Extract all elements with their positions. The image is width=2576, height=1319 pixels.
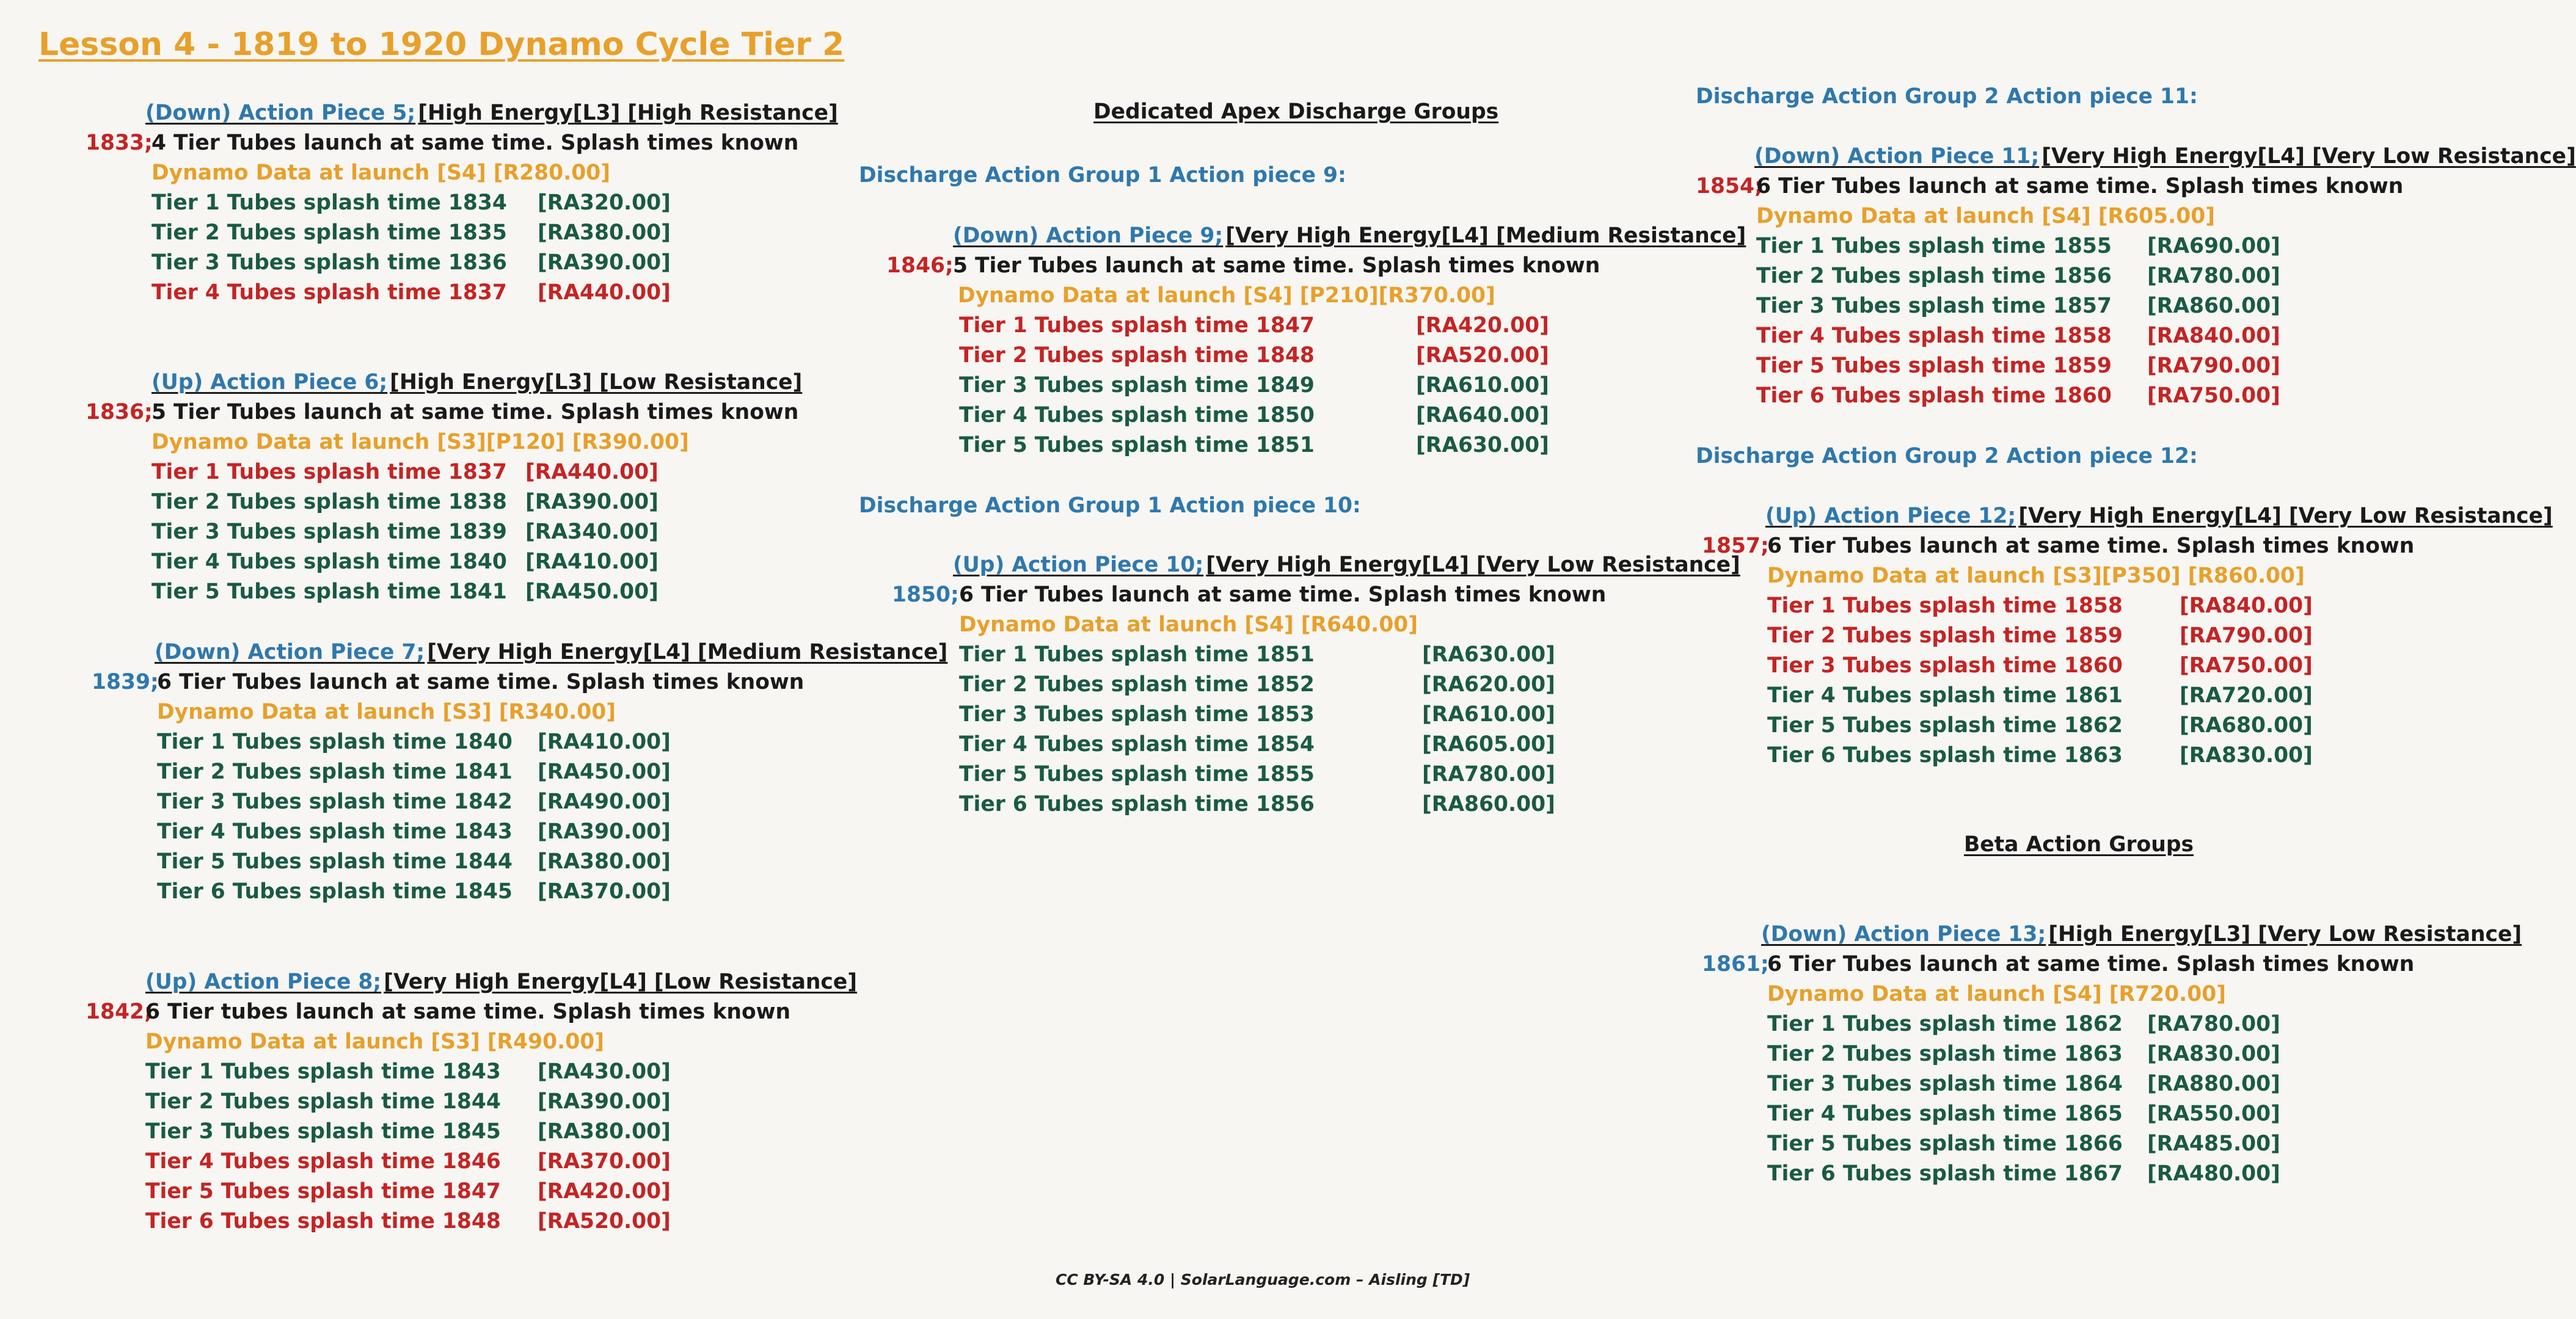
tier-label: Tier 1 Tubes splash time 1834 bbox=[151, 191, 507, 215]
launch-text: 6 Tier tubes launch at same time. Splash times known bbox=[145, 1000, 791, 1024]
piece-heading: (Down) Action Piece 9; bbox=[953, 223, 1224, 248]
piece-header bbox=[953, 225, 1746, 247]
tier-value: [RA610.00] bbox=[1422, 702, 1555, 727]
tier-label: Tier 1 Tubes splash time 1855 bbox=[1756, 234, 2112, 258]
tier-value: [RA490.00] bbox=[538, 790, 671, 814]
tier-value: [RA410.00] bbox=[525, 550, 659, 574]
tier-label: Tier 6 Tubes splash time 1848 bbox=[145, 1209, 501, 1234]
tier-value: [RA340.00] bbox=[525, 520, 659, 544]
tier-label: Tier 2 Tubes splash time 1863 bbox=[1767, 1042, 2123, 1066]
tier-label: Tier 5 Tubes splash time 1859 bbox=[1756, 354, 2112, 378]
piece-energy: [High Energy[L3] [High Resistance] bbox=[418, 101, 838, 125]
dynamo-data: Dynamo Data at launch [S3][P120] [R390.00] bbox=[151, 430, 689, 454]
piece-heading: (Up) Action Piece 12; bbox=[1765, 504, 2016, 528]
tier-value: [RA630.00] bbox=[1416, 433, 1549, 457]
tier-value: [RA720.00] bbox=[2180, 683, 2313, 708]
tier-label: Tier 4 Tubes splash time 1846 bbox=[145, 1149, 501, 1174]
tier-value: [RA790.00] bbox=[2180, 623, 2313, 648]
tier-value: [RA410.00] bbox=[538, 730, 671, 754]
tier-value: [RA550.00] bbox=[2147, 1102, 2280, 1126]
tier-label: Tier 4 Tubes splash time 1840 bbox=[151, 550, 507, 574]
tier-value: [RA630.00] bbox=[1422, 642, 1555, 667]
launch-text: 5 Tier Tubes launch at same time. Splash times known bbox=[151, 400, 799, 424]
tier-label: Tier 1 Tubes splash time 1862 bbox=[1767, 1012, 2123, 1036]
tier-label: Tier 1 Tubes splash time 1840 bbox=[157, 730, 513, 754]
tier-label: Tier 2 Tubes splash time 1844 bbox=[145, 1089, 501, 1114]
tier-label: Tier 3 Tubes splash time 1853 bbox=[959, 702, 1315, 727]
piece-header bbox=[1761, 924, 2522, 945]
piece-header bbox=[151, 372, 802, 393]
dynamo-data: Dynamo Data at launch [S3] [R340.00] bbox=[157, 700, 616, 724]
tier-value: [RA430.00] bbox=[538, 1059, 671, 1084]
tier-label: Tier 4 Tubes splash time 1865 bbox=[1767, 1102, 2123, 1126]
piece-header bbox=[145, 103, 838, 124]
piece-heading: (Down) Action Piece 13; bbox=[1761, 922, 2046, 947]
tier-value: [RA390.00] bbox=[538, 819, 671, 844]
dedicated-groups-heading: Dedicated Apex Discharge Groups bbox=[1093, 100, 1499, 124]
tier-label: Tier 3 Tubes splash time 1842 bbox=[157, 790, 513, 814]
tier-label: Tier 3 Tubes splash time 1860 bbox=[1767, 653, 2123, 678]
tier-value: [RA790.00] bbox=[2147, 354, 2280, 378]
dag1-piece10-heading: Discharge Action Group 1 Action piece 10: bbox=[859, 493, 1361, 518]
launch-text: 6 Tier Tubes launch at same time. Splash times known bbox=[157, 670, 805, 694]
tier-label: Tier 3 Tubes splash time 1845 bbox=[145, 1119, 501, 1144]
tier-value: [RA690.00] bbox=[2147, 234, 2280, 258]
tier-value: [RA320.00] bbox=[538, 191, 671, 215]
tier-label: Tier 4 Tubes splash time 1858 bbox=[1756, 324, 2112, 348]
tier-label: Tier 2 Tubes splash time 1856 bbox=[1756, 264, 2112, 288]
tier-value: [RA830.00] bbox=[2180, 743, 2313, 768]
tier-label: Tier 2 Tubes splash time 1848 bbox=[959, 343, 1315, 368]
launch-text: 4 Tier Tubes launch at same time. Splash times known bbox=[151, 131, 799, 155]
tier-label: Tier 6 Tubes splash time 1860 bbox=[1756, 383, 2112, 408]
tier-label: Tier 2 Tubes splash time 1835 bbox=[151, 220, 507, 245]
piece-heading: (Up) Action Piece 6; bbox=[151, 370, 388, 394]
launch-text: 6 Tier Tubes launch at same time. Splash times known bbox=[959, 583, 1607, 607]
tier-value: [RA485.00] bbox=[2147, 1132, 2280, 1156]
dag2-piece11-heading: Discharge Action Group 2 Action piece 11: bbox=[1696, 84, 2198, 109]
tier-label: Tier 5 Tubes splash time 1841 bbox=[151, 580, 507, 604]
launch-text: 6 Tier Tubes launch at same time. Splash times known bbox=[1767, 952, 2415, 976]
piece-heading: (Up) Action Piece 10; bbox=[953, 553, 1204, 577]
tier-value: [RA450.00] bbox=[525, 580, 659, 604]
tier-label: Tier 4 Tubes splash time 1854 bbox=[959, 732, 1315, 757]
tier-label: Tier 4 Tubes splash time 1861 bbox=[1767, 683, 2123, 708]
piece-energy: [Very High Energy[L4] [Medium Resistance] bbox=[1225, 223, 1746, 248]
tier-label: Tier 2 Tubes splash time 1838 bbox=[151, 490, 507, 514]
tier-value: [RA610.00] bbox=[1416, 373, 1549, 398]
launch-text: 6 Tier Tubes launch at same time. Splash times known bbox=[1756, 174, 2404, 198]
tier-label: Tier 4 Tubes splash time 1850 bbox=[959, 403, 1315, 427]
piece-heading: (Down) Action Piece 5; bbox=[145, 101, 416, 125]
tier-label: Tier 6 Tubes splash time 1845 bbox=[157, 879, 513, 904]
dag2-piece12-heading: Discharge Action Group 2 Action piece 12: bbox=[1696, 444, 2198, 468]
tier-value: [RA520.00] bbox=[1416, 343, 1549, 368]
tier-label: Tier 6 Tubes splash time 1867 bbox=[1767, 1161, 2123, 1186]
tier-value: [RA440.00] bbox=[525, 460, 659, 484]
dynamo-data: Dynamo Data at launch [S4] [R720.00] bbox=[1767, 982, 2226, 1006]
tier-value: [RA750.00] bbox=[2180, 653, 2313, 678]
tier-value: [RA380.00] bbox=[538, 1119, 671, 1144]
launch-year: 1846; bbox=[886, 253, 954, 278]
tier-value: [RA880.00] bbox=[2147, 1072, 2280, 1096]
piece-energy: [High Energy[L3] [Very Low Resistance] bbox=[2048, 922, 2522, 947]
tier-label: Tier 5 Tubes splash time 1844 bbox=[157, 849, 513, 874]
tier-label: Tier 2 Tubes splash time 1852 bbox=[959, 672, 1315, 697]
tier-value: [RA420.00] bbox=[538, 1179, 671, 1204]
tier-value: [RA380.00] bbox=[538, 849, 671, 874]
tier-label: Tier 3 Tubes splash time 1857 bbox=[1756, 294, 2112, 318]
piece-header bbox=[1754, 146, 2576, 167]
dynamo-data: Dynamo Data at launch [S4] [R605.00] bbox=[1756, 204, 2215, 228]
tier-label: Tier 1 Tubes splash time 1858 bbox=[1767, 594, 2123, 618]
tier-label: Tier 4 Tubes splash time 1843 bbox=[157, 819, 513, 844]
piece-header bbox=[145, 972, 857, 993]
piece-heading: (Up) Action Piece 8; bbox=[145, 970, 382, 994]
dynamo-data: Dynamo Data at launch [S4] [R280.00] bbox=[151, 161, 610, 185]
launch-year: 1857; bbox=[1702, 534, 1769, 558]
tier-label: Tier 5 Tubes splash time 1847 bbox=[145, 1179, 501, 1204]
tier-label: Tier 5 Tubes splash time 1862 bbox=[1767, 713, 2123, 738]
launch-text: 6 Tier Tubes launch at same time. Splash times known bbox=[1767, 534, 2415, 558]
piece-energy: [High Energy[L3] [Low Resistance] bbox=[390, 370, 803, 394]
tier-value: [RA390.00] bbox=[538, 1089, 671, 1114]
tier-value: [RA830.00] bbox=[2147, 1042, 2280, 1066]
tier-value: [RA860.00] bbox=[2147, 294, 2280, 318]
piece-heading: (Down) Action Piece 11; bbox=[1754, 144, 2040, 169]
dynamo-data: Dynamo Data at launch [S3] [R490.00] bbox=[145, 1030, 604, 1054]
launch-year: 1833; bbox=[86, 131, 153, 155]
tier-value: [RA420.00] bbox=[1416, 313, 1549, 338]
tier-label: Tier 1 Tubes splash time 1847 bbox=[959, 313, 1315, 338]
tier-value: [RA520.00] bbox=[538, 1209, 671, 1234]
launch-text: 5 Tier Tubes launch at same time. Splash times known bbox=[953, 253, 1600, 278]
tier-value: [RA440.00] bbox=[538, 280, 671, 305]
dynamo-data: Dynamo Data at launch [S4] [P210][R370.00] bbox=[958, 283, 1495, 308]
tier-value: [RA370.00] bbox=[538, 879, 671, 904]
piece-header bbox=[155, 642, 947, 663]
piece-energy: [Very High Energy[L4] [Very Low Resistance] bbox=[1206, 553, 1740, 577]
tier-value: [RA620.00] bbox=[1422, 672, 1555, 697]
tier-label: Tier 5 Tubes splash time 1866 bbox=[1767, 1132, 2123, 1156]
tier-label: Tier 3 Tubes splash time 1836 bbox=[151, 250, 507, 275]
tier-value: [RA390.00] bbox=[525, 490, 659, 514]
tier-label: Tier 2 Tubes splash time 1841 bbox=[157, 760, 513, 784]
launch-year: 1850; bbox=[892, 583, 959, 607]
piece-energy: [Very High Energy[L4] [Very Low Resistance] bbox=[2041, 144, 2576, 169]
launch-year: 1861; bbox=[1702, 952, 1769, 976]
launch-year: 1839; bbox=[92, 670, 159, 694]
tier-value: [RA480.00] bbox=[2147, 1161, 2280, 1186]
launch-year: 1842; bbox=[86, 1000, 153, 1024]
tier-label: Tier 6 Tubes splash time 1856 bbox=[959, 792, 1315, 816]
tier-label: Tier 3 Tubes splash time 1839 bbox=[151, 520, 507, 544]
piece-heading: (Down) Action Piece 7; bbox=[155, 640, 425, 664]
piece-energy: [Very High Energy[L4] [Medium Resistance] bbox=[427, 640, 948, 664]
tier-label: Tier 5 Tubes splash time 1855 bbox=[959, 762, 1315, 787]
tier-label: Tier 6 Tubes splash time 1863 bbox=[1767, 743, 2123, 768]
launch-year: 1836; bbox=[86, 400, 153, 424]
tier-value: [RA640.00] bbox=[1416, 403, 1549, 427]
piece-header bbox=[953, 554, 1740, 576]
tier-label: Tier 1 Tubes splash time 1837 bbox=[151, 460, 507, 484]
tier-value: [RA750.00] bbox=[2147, 383, 2280, 408]
tier-label: Tier 1 Tubes splash time 1851 bbox=[959, 642, 1315, 667]
tier-value: [RA680.00] bbox=[2180, 713, 2313, 738]
piece-energy: [Very High Energy[L4] [Low Resistance] bbox=[384, 970, 858, 994]
tier-label: Tier 3 Tubes splash time 1849 bbox=[959, 373, 1315, 398]
tier-label: Tier 5 Tubes splash time 1851 bbox=[959, 433, 1315, 457]
tier-value: [RA370.00] bbox=[538, 1149, 671, 1174]
piece-header bbox=[1765, 506, 2553, 527]
tier-value: [RA840.00] bbox=[2147, 324, 2280, 348]
page-title: Lesson 4 - 1819 to 1920 Dynamo Cycle Tier 2 bbox=[38, 26, 845, 63]
beta-groups-heading: Beta Action Groups bbox=[1964, 832, 2194, 857]
launch-year: 1854; bbox=[1696, 174, 1763, 198]
tier-label: Tier 1 Tubes splash time 1843 bbox=[145, 1059, 501, 1084]
tier-label: Tier 4 Tubes splash time 1837 bbox=[151, 280, 507, 305]
tier-value: [RA780.00] bbox=[2147, 1012, 2280, 1036]
dynamo-data: Dynamo Data at launch [S4] [R640.00] bbox=[959, 612, 1418, 637]
tier-value: [RA780.00] bbox=[2147, 264, 2280, 288]
tier-label: Tier 3 Tubes splash time 1864 bbox=[1767, 1072, 2123, 1096]
tier-value: [RA840.00] bbox=[2180, 594, 2313, 618]
tier-value: [RA380.00] bbox=[538, 220, 671, 245]
tier-value: [RA780.00] bbox=[1422, 762, 1555, 787]
piece-energy: [Very High Energy[L4] [Very Low Resistance] bbox=[2018, 504, 2553, 528]
tier-value: [RA390.00] bbox=[538, 250, 671, 275]
tier-value: [RA605.00] bbox=[1422, 732, 1555, 757]
dag1-piece9-heading: Discharge Action Group 1 Action piece 9: bbox=[859, 163, 1346, 187]
tier-label: Tier 2 Tubes splash time 1859 bbox=[1767, 623, 2123, 648]
footer-credit: CC BY-SA 4.0 | SolarLanguage.com – Aisling [TD] bbox=[1056, 1271, 1470, 1288]
dynamo-data: Dynamo Data at launch [S3][P350] [R860.00] bbox=[1767, 564, 2305, 588]
tier-value: [RA450.00] bbox=[538, 760, 671, 784]
tier-value: [RA860.00] bbox=[1422, 792, 1555, 816]
